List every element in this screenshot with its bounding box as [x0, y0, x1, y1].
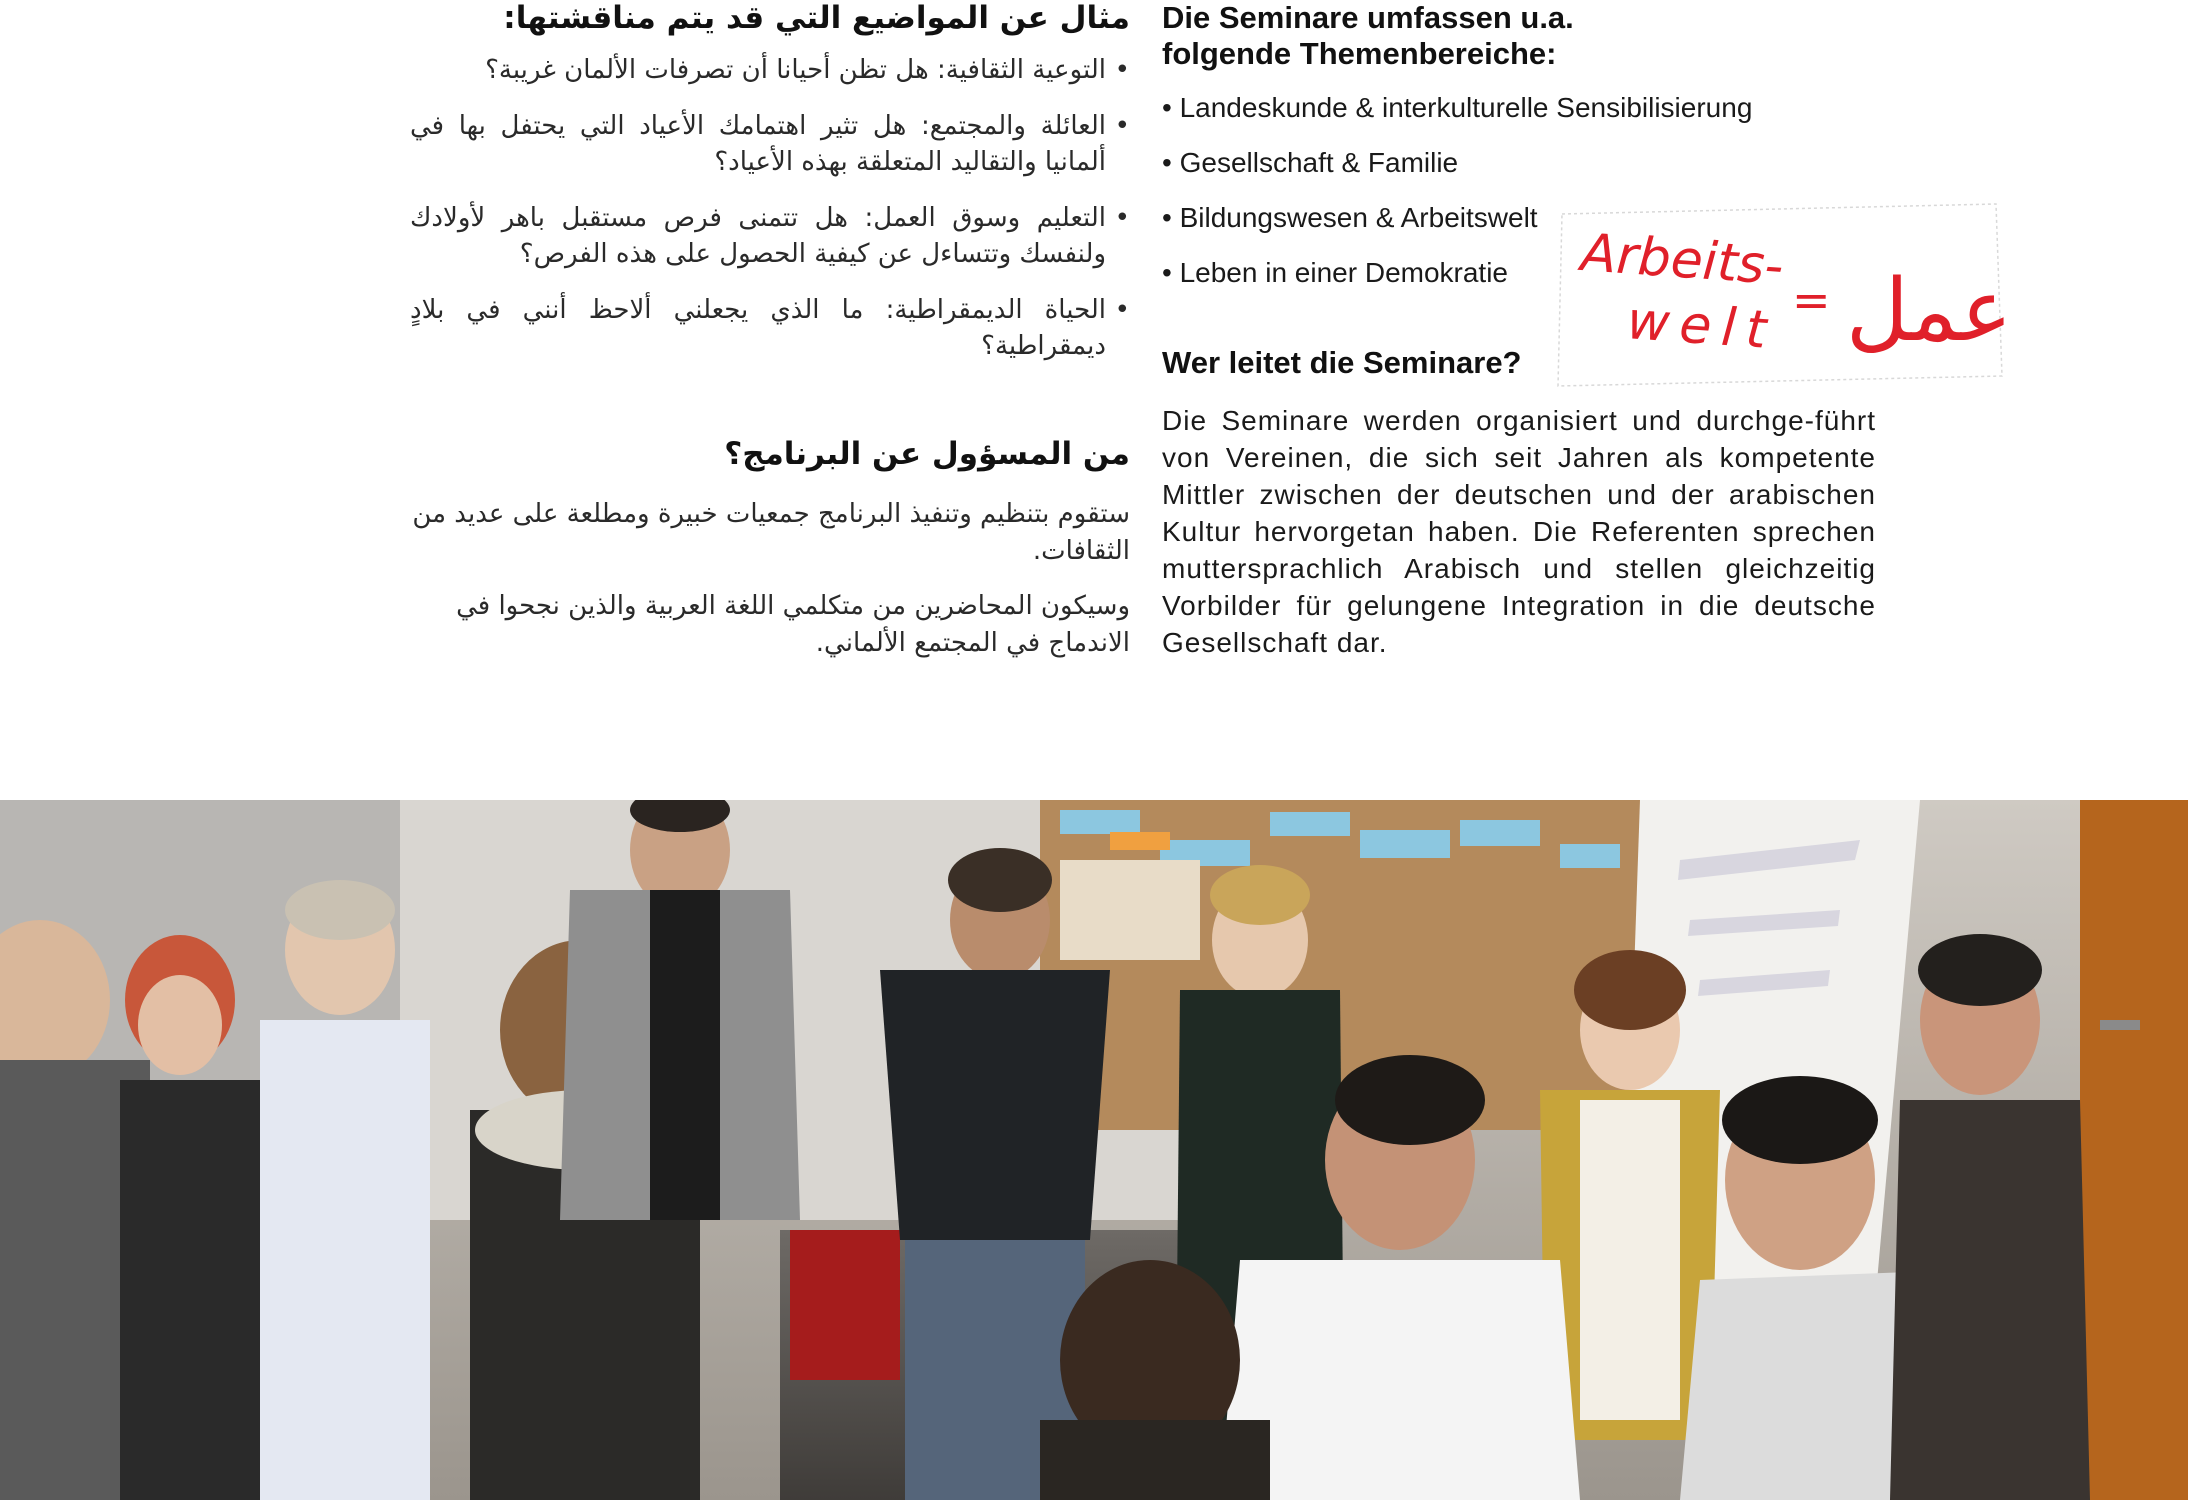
- note-word-welt: welt: [1625, 291, 1779, 362]
- german-leaders-paragraph: Die Seminare werden organisiert und durchge-führt von Vereinen, die sich seit Jahren als kompetente Mittler zwischen der deutschen und der arabischen Kultur hervorgetan haben. Die Referenten sprechen muttersprachlich Arabisch und stellen gleichzeitig Vorbilder für gelungene Integration in die deutsche Gesellschaft dar.: [1162, 405, 1876, 658]
- note-word-arbeits: Arbeits-: [1579, 223, 1786, 298]
- arabic-paragraph: ستقوم بتنظيم وتنفيذ البرنامج جمعيات خبيرة ومطلعة على عديد من الثقافات.: [412, 499, 1130, 566]
- arabic-topic-item: • الحياة الديمقراطية: ما الذي يجعلني ألاحظ أنني في بلادٍ ديمقراطية؟: [410, 292, 1130, 364]
- german-topics-heading: Die Seminare umfassen u.a. folgende Themenbereiche:: [1162, 0, 1574, 71]
- german-topics-heading-block: [1162, 0, 1876, 72]
- arabic-topics-list: [410, 52, 1130, 384]
- german-topic-item: • Bildungswesen & Arbeitswelt: [1162, 200, 1876, 236]
- german-topic-item: • Gesellschaft & Familie: [1162, 145, 1876, 181]
- arabic-topic-item: • التعليم وسوق العمل: هل تتمنى فرص مستقبل باهر لأولادك ولنفسك وتتساءل عن كيفية الحصول على هذه الفرص؟: [410, 200, 1130, 272]
- arabic-responsible-heading: من المسؤول عن البرنامج؟: [724, 436, 1130, 472]
- note-equals: =: [1792, 273, 1831, 327]
- arabic-topic-item: • العائلة والمجتمع: هل تثير اهتمامك الأعياد التي يحتفل بها في ألمانيا والتقاليد المتعلقة بهذه الأعياد؟: [410, 108, 1130, 180]
- arabic-topics-heading-block: [410, 0, 1130, 36]
- handwritten-note-graphic: [1556, 200, 2004, 392]
- german-topic-item: • Leben in einer Demokratie: [1162, 255, 1876, 291]
- german-topic-item: • Landeskunde & interkulturelle Sensibilisierung: [1162, 90, 1876, 126]
- arabic-responsible-heading-block: [410, 436, 1130, 472]
- handwritten-note: [1556, 200, 2004, 392]
- german-leaders-heading: Wer leitet die Seminare?: [1162, 345, 1522, 380]
- arabic-topic-item: • التوعية الثقافية: هل تظن أحيانا أن تصرفات الألمان غريبة؟: [410, 52, 1130, 88]
- seminar-group-photo: [0, 800, 2188, 1500]
- arabic-paragraph: وسيكون المحاضرين من متكلمي اللغة العربية والذين نجحوا في الاندماج في المجتمع الألماني.: [456, 591, 1130, 658]
- note-arabic-word: عمل: [1846, 261, 2004, 361]
- photo-scene: [0, 800, 2188, 1500]
- arabic-responsible-text: [410, 496, 1130, 680]
- arabic-topics-heading: مثال عن المواضيع التي قد يتم مناقشتها:: [503, 0, 1130, 36]
